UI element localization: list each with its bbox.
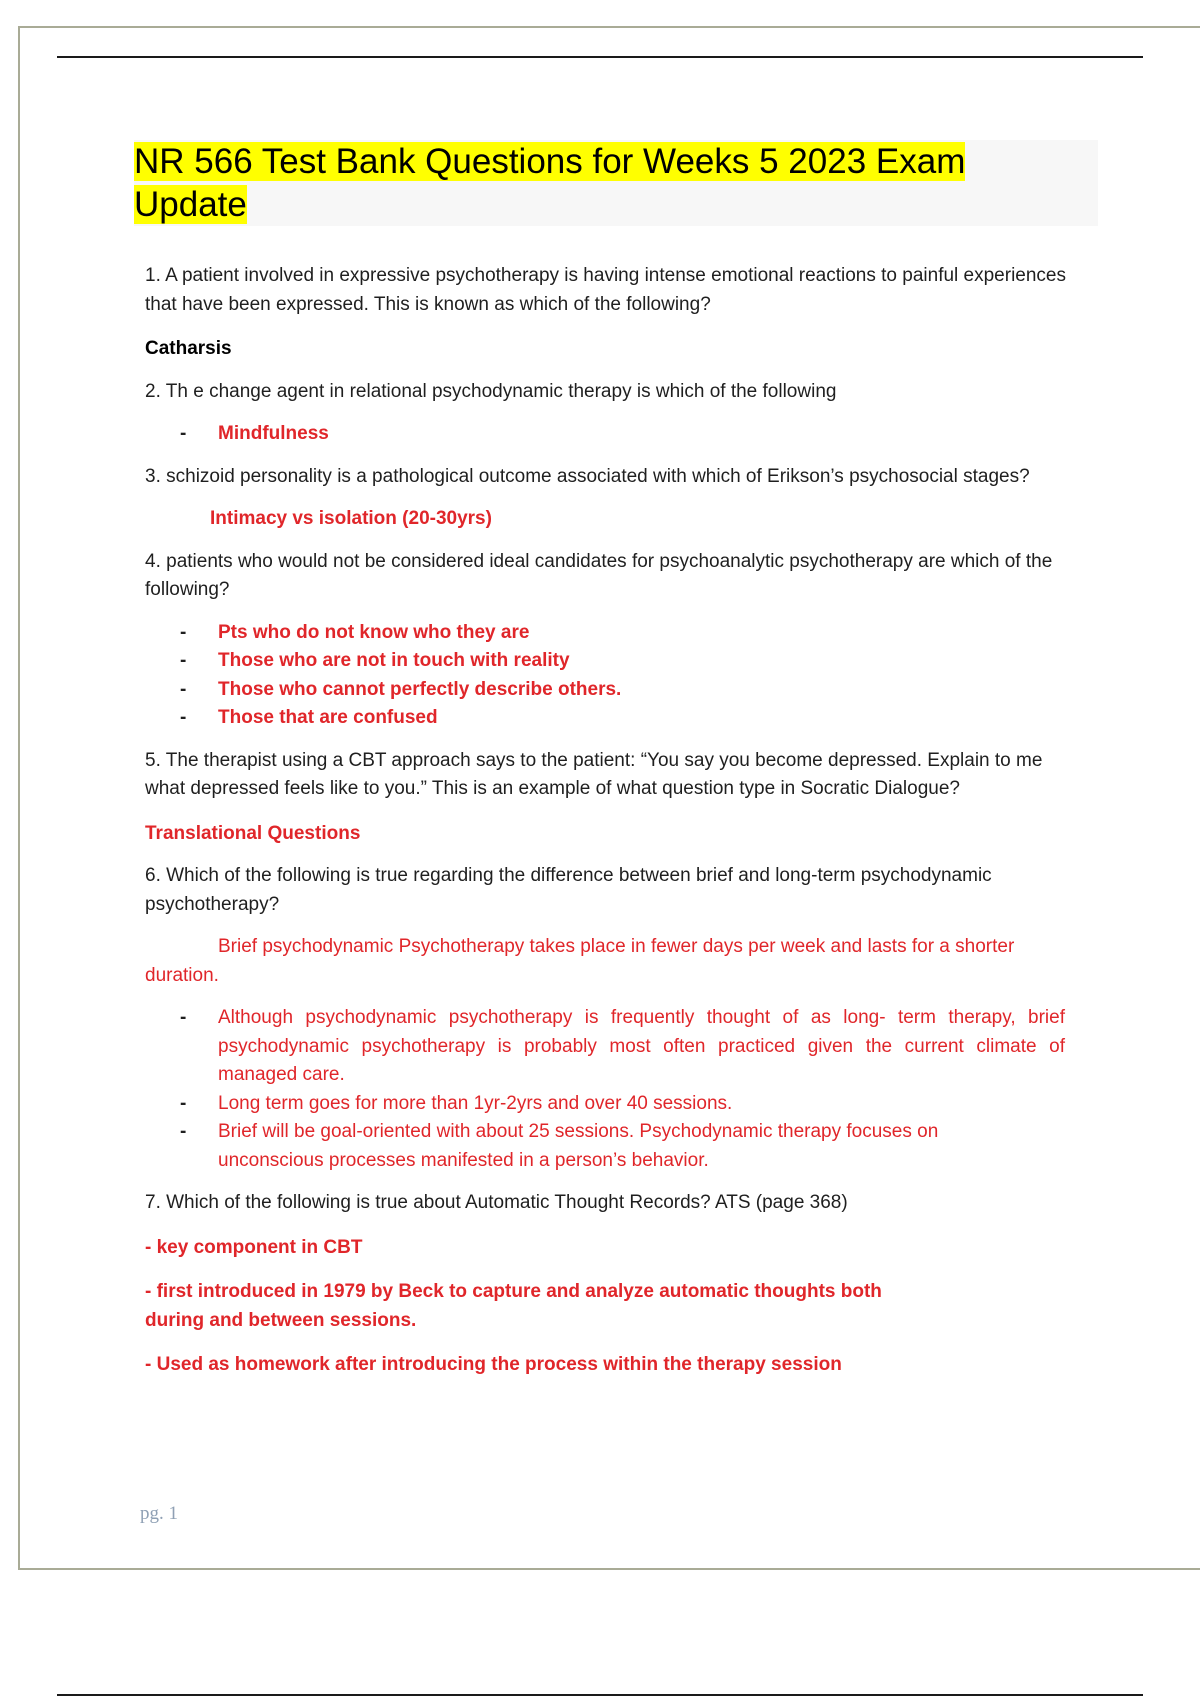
- answer-5: Translational Questions: [145, 822, 361, 844]
- list-item: [145, 1118, 1085, 1175]
- answer-6-list: [145, 1004, 1085, 1175]
- answer-4c: Those who cannot perfectly describe others.: [218, 678, 622, 700]
- answer-6a: - Although psychodynamic psychotherapy is frequently thought of as long- term therapy, brief psychodynamic psychotherapy is probably most often practiced given the current climate of managed care.: [218, 1007, 1065, 1085]
- page-number: pg. 1: [140, 1503, 178, 1524]
- answer-4b: Those who are not in touch with reality: [218, 650, 570, 671]
- answer-7b: - first introduced in 1979 by Beck to capture and analyze automatic thoughts both during and between sessions.: [145, 1281, 882, 1331]
- footer-rule: [57, 1694, 1143, 1696]
- answer-2: Mindfulness: [218, 423, 329, 444]
- answer-3: Intimacy vs isolation (20-30yrs): [210, 508, 492, 529]
- answer-6-paragraph: Brief psychodynamic Psychotherapy takes place in fewer days per week and lasts for a shorter duration.: [145, 936, 1015, 986]
- question-content: [145, 262, 1085, 1380]
- list-item: [145, 1004, 1085, 1090]
- answer-6c: - Brief will be goal-oriented with about 25 sessions. Psychodynamic therapy focuses on unconscious processes manifested in a person’s behavior.: [218, 1121, 939, 1171]
- answer-4a: Pts who do not know who they are: [218, 621, 530, 643]
- answer-7c: - Used as homework after introducing the process within the therapy session: [145, 1354, 842, 1375]
- question-5: 5. The therapist using a CBT approach says to the patient: “You say you become depressed. Explain to me what depressed feels like to you.” This is an example of what question type in Socratic Dialogue?: [145, 749, 1043, 799]
- list-item: [145, 647, 1085, 676]
- question-4: 4. patients who would not be considered ideal candidates for psychoanalytic psychotherapy are which of the following?: [145, 550, 1053, 600]
- list-item: [145, 676, 1085, 705]
- question-1: 1. A patient involved in expressive psychotherapy is having intense emotional reactions to painful experiences that have been expressed. This is known as which of the following?: [145, 265, 1066, 315]
- list-item: [145, 619, 1085, 648]
- answer-4d: Those that are confused: [218, 707, 438, 728]
- question-7: 7. Which of the following is true about Automatic Thought Records? ATS (page 368): [145, 1192, 848, 1213]
- list-item: [145, 420, 1085, 449]
- answer-6b: - Long term goes for more than 1yr-2yrs and over 40 sessions.: [218, 1092, 733, 1114]
- question-2: 2. Th e change agent in relational psychodynamic therapy is which of the following: [145, 380, 837, 402]
- answer-1: Catharsis: [145, 338, 232, 359]
- list-item: [145, 704, 1085, 733]
- answer-2-list: [145, 420, 1085, 449]
- question-6: 6. Which of the following is true regarding the difference between brief and long-term psychodynamic psychotherapy?: [145, 865, 992, 915]
- answer-7a: - key component in CBT: [145, 1236, 363, 1258]
- page-title: [134, 140, 1014, 226]
- header-rule: [57, 56, 1143, 58]
- title-highlight: NR 566 Test Bank Questions for Weeks 5 2023 Exam Update: [134, 142, 966, 224]
- list-item: [145, 1090, 1085, 1119]
- question-3: 3. schizoid personality is a pathological outcome associated with which of Erikson’s psychosocial stages?: [145, 465, 1030, 487]
- answer-4-list: [145, 619, 1085, 733]
